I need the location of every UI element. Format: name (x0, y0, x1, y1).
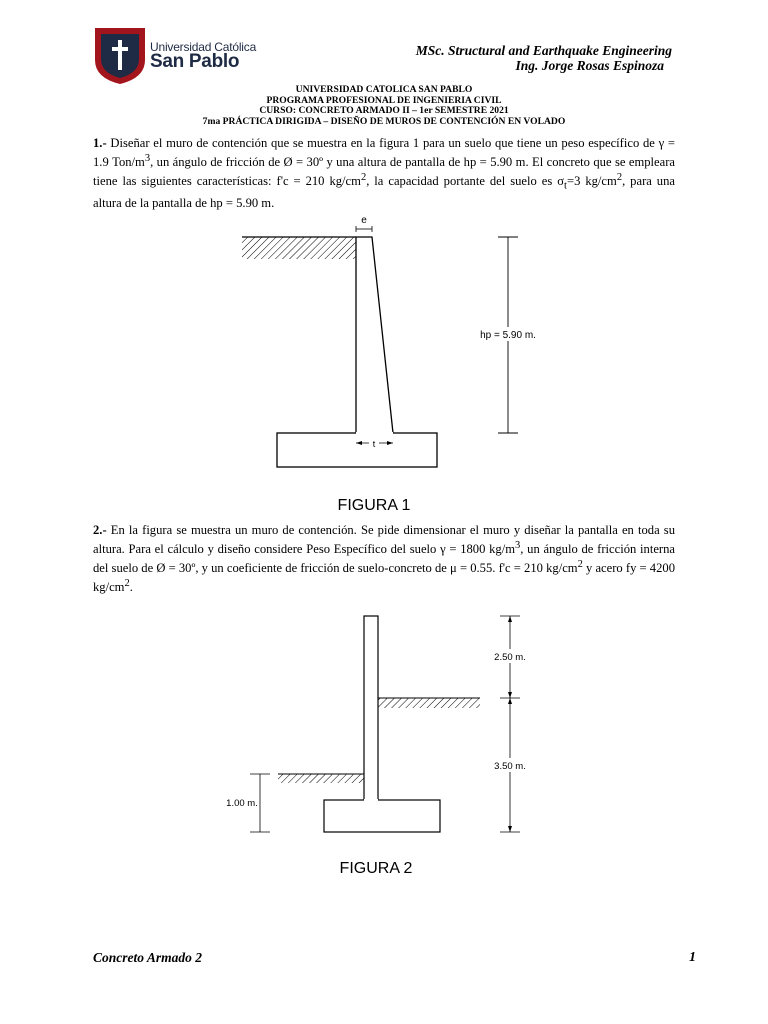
superscript: 2 (124, 578, 130, 590)
problem-2-segment: , un ángulo de fricción interna del suelo de Ø = 30º, y un coeficiente de fricción de suelo-concreto de μ = 0.55. f'c = 210 kg/cm (93, 542, 675, 576)
dimension-right (490, 616, 530, 832)
header-right-line2: Ing. Jorge Rosas Espinoza (515, 58, 664, 73)
soil-hatch-left (278, 774, 364, 783)
figure-2-caption: FIGURA 2 (339, 860, 413, 877)
label-mid: 3.50 m. (494, 761, 526, 772)
problem-2-segment: y acero fy = 4200 kg/cm (93, 561, 675, 595)
heading-program: PROGRAMA PROFESIONAL DE INGENIERIA CIVIL (266, 94, 502, 106)
problem-1-number: 1.- (93, 136, 107, 150)
heading-course: CURSO: CONCRETO ARMADO II – 1er SEMESTRE 2021 (259, 105, 509, 117)
heading-university: UNIVERSIDAD CATOLICA SAN PABLO (295, 84, 473, 95)
superscript: 3 (144, 153, 151, 164)
dimension-e (356, 215, 372, 232)
wall-stem (364, 616, 378, 800)
heading-practice: 7ma PRÁCTICA DIRIGIDA – DISEÑO DE MUROS DE CONTENCIÓN EN VOLADO (202, 115, 566, 127)
figure-1-caption: FIGURA 1 (337, 497, 411, 514)
subscript: t (564, 180, 567, 192)
label-hp: hp = 5.90 m. (480, 330, 536, 341)
dimension-hp (476, 237, 542, 433)
problem-1-segment: , un ángulo de fricción de Ø = 30º y una altura de pantalla de hp = 5.90 m. El concreto que se empleara tiene las siguientes características: f'c = 210 kg/cm (93, 155, 675, 189)
footer-course: Concreto Armado 2 (93, 950, 203, 965)
problem-1-segment: =3 kg/cm (566, 174, 617, 189)
label-e: e (361, 215, 367, 226)
figure-1-diagram (230, 205, 560, 525)
course-heading (0, 85, 768, 127)
soil-hatch-right (378, 698, 480, 708)
problem-2-segment: En la figura se muestra un muro de contención. Se pide dimensionar el muro y diseñar la pantalla en toda su altura. Para el cálculo y diseño considere Peso Específico del suelo γ = 1800 kg/m (93, 523, 675, 557)
superscript: 2 (577, 559, 583, 571)
problem-1-segment: , la capacidad portante del suelo es σ (366, 174, 565, 189)
problem-1-segment: , para una altura de la pantalla de hp = 5.90 m. (93, 174, 675, 210)
problem-1-segment: Diseñar el muro de contención que se muestra en la figura 1 para un suelo que tiene un peso específico de γ = 1.9 Ton/m (93, 136, 675, 170)
label-t: t (372, 439, 376, 449)
soil-hatch (242, 237, 356, 259)
superscript: 2 (616, 172, 623, 184)
superscript: 2 (360, 172, 367, 184)
problem-2-number: 2.- (93, 523, 107, 537)
wall-stem (356, 237, 393, 433)
label-top: 2.50 m. (494, 652, 526, 663)
wall-footing (324, 800, 440, 832)
logo-text-line2: San Pablo (150, 51, 240, 72)
problem-2-text (93, 522, 675, 596)
logo-text-line1: Universidad Católica (150, 40, 257, 54)
dimension-left (226, 774, 270, 832)
problem-1-text (93, 135, 675, 211)
header-author (416, 43, 672, 73)
wall-footing (277, 433, 437, 467)
problem-2-segment: . (129, 580, 133, 595)
page-number: 1 (689, 950, 696, 965)
label-left: 1.00 m. (226, 798, 258, 809)
figure-2-diagram (226, 610, 540, 885)
superscript: 3 (515, 540, 521, 551)
header-right-line1: MSc. Structural and Earthquake Engineering (415, 43, 672, 58)
